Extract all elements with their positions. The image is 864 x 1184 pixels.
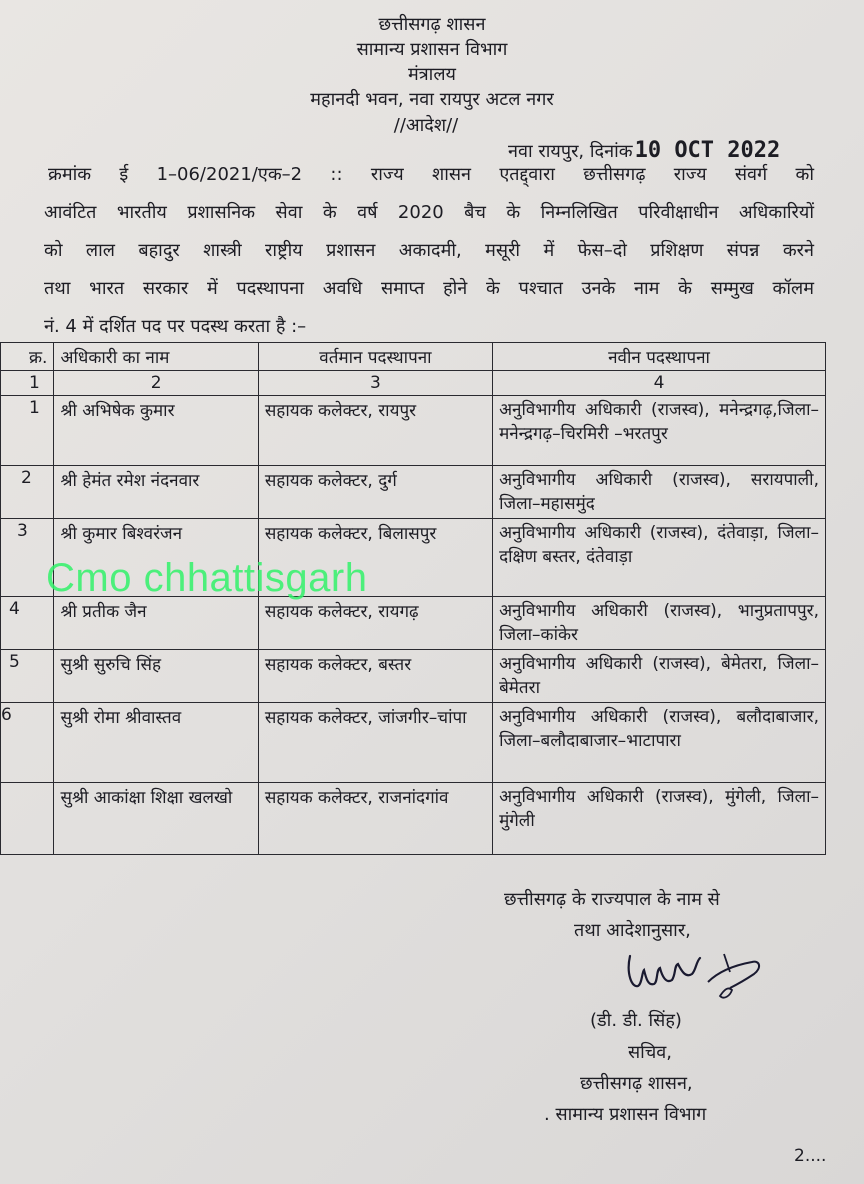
signatory-org-govt: छत्तीसगढ़ शासन,: [580, 1073, 693, 1094]
row-name: सुश्री रोमा श्रीवास्तव: [54, 703, 258, 783]
signatory-designation: सचिव,: [628, 1042, 672, 1063]
table-row: [1, 597, 826, 650]
row-new: अनुविभागीय अधिकारी (राजस्व), बेमेतरा, जिला–बेमेतरा: [493, 650, 826, 703]
row-sn: 4: [1, 597, 54, 650]
header-new: नवीन पदस्थापना: [493, 343, 826, 371]
order-paragraph: [44, 156, 814, 346]
row-new: अनुविभागीय अधिकारी (राजस्व), मुंगेली, जिला–मुंगेली: [493, 783, 826, 855]
row-current: सहायक कलेक्टर, बिलासपुर: [258, 519, 492, 597]
header-ministry: मंत्रालय: [407, 64, 456, 85]
row-new: अनुविभागीय अधिकारी (राजस्व), सरायपाली, जिला–महासमुंद: [493, 466, 826, 519]
header-address: महानदी भवन, नवा रायपुर अटल नगर: [310, 89, 554, 110]
colnum-3: 3: [258, 371, 492, 396]
signatory-org-department: . सामान्य प्रशासन विभाग: [544, 1104, 707, 1125]
table-header-row: [1, 343, 826, 371]
row-sn: 3: [1, 519, 54, 597]
row-current: सहायक कलेक्टर, जांजगीर–चांपा: [258, 703, 492, 783]
row-sn: [1, 783, 54, 855]
order-line-4: तथा भारत सरकार में पदस्थापना अवधि समाप्त होने के पश्चात उनके नाम के सम्मुख कॉलम: [44, 278, 814, 299]
signature-order-line: तथा आदेशानुसार,: [574, 920, 691, 941]
table-row: [1, 650, 826, 703]
order-line-3: को लाल बहादुर शास्त्री राष्ट्रीय प्रशासन अकादमी, मसूरी में फेस–दो प्रशिक्षण संपन्न करने: [44, 240, 814, 261]
header-department: सामान्य प्रशासन विभाग: [356, 39, 508, 60]
row-current: सहायक कलेक्टर, रायपुर: [258, 396, 492, 466]
header-name: अधिकारी का नाम: [54, 343, 258, 371]
row-current: सहायक कलेक्टर, दुर्ग: [258, 466, 492, 519]
row-new: अनुविभागीय अधिकारी (राजस्व), भानुप्रतापपुर, जिला–कांकेर: [493, 597, 826, 650]
table-row: [1, 783, 826, 855]
order-line-1: क्रमांक ई 1–06/2021/एक–2 :: राज्य शासन एतद्द्वारा छत्तीसगढ़ राज्य संवर्ग को: [48, 164, 814, 185]
row-new: अनुविभागीय अधिकारी (राजस्व), बलौदाबाजार, जिला–बलौदाबाजार–भाटापारा: [493, 703, 826, 783]
row-sn: 1: [1, 396, 54, 466]
table-row: [1, 466, 826, 519]
row-sn: 2: [1, 466, 54, 519]
row-new: अनुविभागीय अधिकारी (राजस्व), दंतेवाड़ा, जिला–दक्षिण बस्तर, दंतेवाड़ा: [493, 519, 826, 597]
header-sn: क्र.: [1, 343, 54, 371]
row-current: सहायक कलेक्टर, राजनांदगांव: [258, 783, 492, 855]
header-current: वर्तमान पदस्थापना: [258, 343, 492, 371]
order-line-5: नं. 4 में दर्शित पद पर पदस्थ करता है :–: [44, 316, 307, 337]
row-new: अनुविभागीय अधिकारी (राजस्व), मनेन्द्रगढ़,जिला–मनेन्द्रगढ़–चिरमिरी –भरतपुर: [493, 396, 826, 466]
signatory-name: (डी. डी. सिंह): [590, 1010, 682, 1031]
row-current: सहायक कलेक्टर, बस्तर: [258, 650, 492, 703]
row-current: सहायक कलेक्टर, रायगढ़: [258, 597, 492, 650]
handwritten-signature: [612, 944, 772, 1014]
colnum-4: 4: [493, 371, 826, 396]
row-name: श्री अभिषेक कुमार: [54, 396, 258, 466]
row-name: सुश्री सुरुचि सिंह: [54, 650, 258, 703]
page-continuation-marker: 2....: [794, 1146, 827, 1166]
row-name: श्री प्रतीक जैन: [54, 597, 258, 650]
header-govt: छत्तीसगढ़ शासन: [378, 14, 486, 35]
row-name: श्री कुमार बिश्वरंजन: [54, 519, 258, 597]
colnum-1: 1: [1, 371, 54, 396]
watermark-text: Cmo chhattisgarh: [46, 556, 368, 600]
order-line-2: आवंटित भारतीय प्रशासनिक सेवा के वर्ष 2020 बैच के निम्नलिखित परिवीक्षाधीन अधिकारियों: [44, 202, 814, 223]
signature-authority-line: छत्तीसगढ़ के राज्यपाल के नाम से: [504, 889, 720, 910]
table-row: [1, 703, 826, 783]
header-order-title: //आदेश//: [393, 115, 459, 136]
table-row: [1, 396, 826, 466]
row-name: श्री हेमंत रमेश नंदनवार: [54, 466, 258, 519]
colnum-2: 2: [54, 371, 258, 396]
dateline-date: 10 OCT 2022: [634, 138, 781, 163]
row-name: सुश्री आकांक्षा शिक्षा खलखो: [54, 783, 258, 855]
row-sn: 5: [1, 650, 54, 703]
dateline-place: नवा रायपुर, दिनांक: [508, 141, 633, 162]
row-sn: 6: [1, 703, 54, 783]
table-column-number-row: [1, 371, 826, 396]
